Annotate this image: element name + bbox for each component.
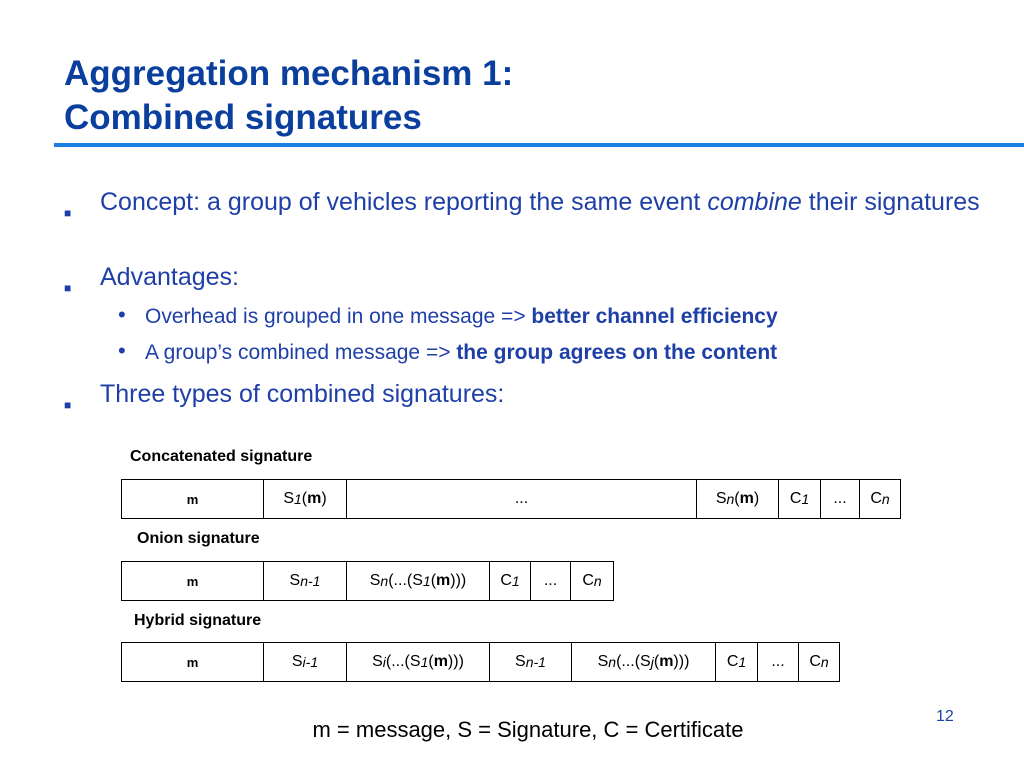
- cell-ellipsis: ...: [821, 479, 860, 519]
- round-bullet-icon: •: [118, 302, 126, 327]
- square-bullet-icon: ■: [64, 281, 72, 295]
- cell-ellipsis: ...: [531, 561, 571, 601]
- round-bullet-icon: •: [118, 338, 126, 363]
- concept-emphasis: combine: [707, 188, 802, 216]
- bullet-types-text: Three types of combined signatures:: [100, 380, 505, 408]
- group-strong: the group agrees on the content: [456, 341, 778, 364]
- bullet-advantages-text: Advantages:: [100, 263, 239, 291]
- cell-message: m: [121, 642, 264, 682]
- sub-bullet-group-text: [145, 338, 945, 368]
- concept-text-end: their signatures: [801, 188, 980, 216]
- sub-bullet-overhead-text: [145, 302, 945, 332]
- cell-ellipsis: ...: [758, 642, 799, 682]
- cell-certificate-n: C n: [860, 479, 901, 519]
- cell-message: m: [121, 479, 264, 519]
- overhead-text: Overhead is grouped in one message =>: [145, 305, 532, 328]
- concatenated-row: [121, 479, 901, 519]
- cell-signature-1: S 1 ( m ): [264, 479, 347, 519]
- legend-caption: m = message, S = Signature, C = Certificate: [312, 717, 744, 742]
- onion-label: Onion signature: [137, 530, 260, 547]
- cell-signature-n-minus-1: S n-1: [490, 642, 572, 682]
- cell-onion-signature-i: S i (...(S 1 ( m ))): [347, 642, 490, 682]
- hybrid-row: [121, 642, 840, 682]
- square-bullet-icon: ■: [64, 206, 72, 220]
- cell-signature-i-minus-1: S i-1: [264, 642, 347, 682]
- cell-signature-n: S n ( m ): [697, 479, 779, 519]
- cell-message: m: [121, 561, 264, 601]
- cell-certificate-n: C n: [571, 561, 614, 601]
- slide-title: [64, 52, 513, 140]
- cell-certificate-1: C 1: [490, 561, 531, 601]
- cell-onion-signature-n: S n (...(S j ( m ))): [572, 642, 716, 682]
- cell-certificate-n: C n: [799, 642, 840, 682]
- square-bullet-icon: ■: [64, 398, 72, 412]
- hybrid-label: Hybrid signature: [134, 612, 262, 629]
- overhead-strong: better channel efficiency: [531, 305, 778, 328]
- cell-onion-signature: S n (...(S 1 ( m ))): [347, 561, 490, 601]
- cell-certificate-1: C 1: [779, 479, 821, 519]
- title-underline: [54, 143, 1024, 147]
- cell-certificate-1: C 1: [716, 642, 758, 682]
- bullet-concept-text: [100, 185, 990, 219]
- concatenated-label: Concatenated signature: [130, 448, 313, 465]
- onion-row: [121, 561, 614, 601]
- concept-text-start: Concept: a group of vehicles reporting the same event: [100, 188, 708, 216]
- page-number: 12: [936, 708, 954, 725]
- slide-title-line-2: Combined signatures: [64, 98, 422, 137]
- cell-signature-n-minus-1: S n-1: [264, 561, 347, 601]
- cell-ellipsis: ...: [347, 479, 697, 519]
- slide-title-line-1: Aggregation mechanism 1:: [64, 54, 514, 93]
- group-text: A group’s combined message =>: [145, 341, 457, 364]
